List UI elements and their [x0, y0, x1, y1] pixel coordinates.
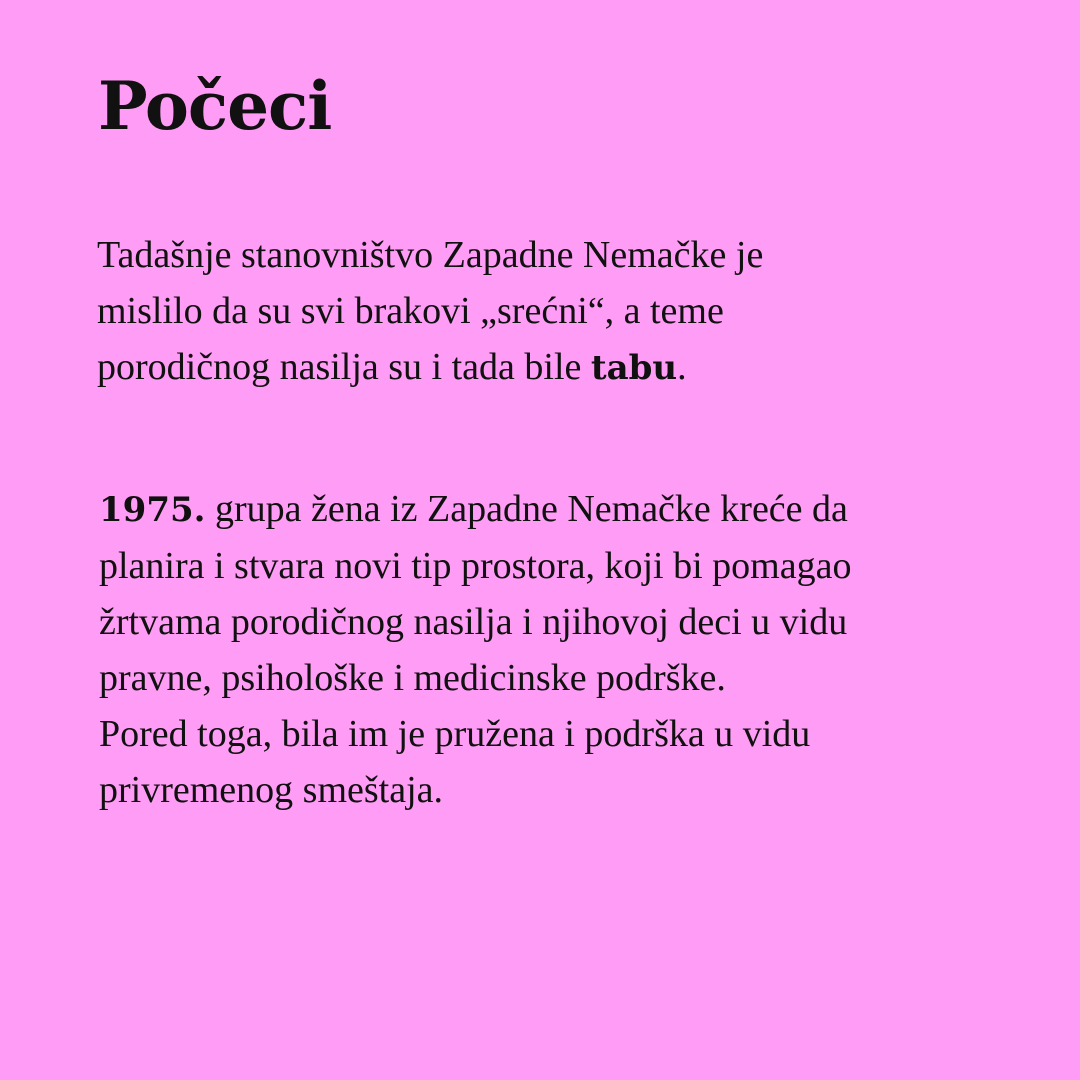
history-paragraph [99, 481, 851, 818]
slide-title: Počeci [98, 67, 332, 145]
year-emphasis: 1975. [99, 490, 206, 530]
history-line-6: privremenog smeštaja. [99, 769, 444, 811]
history-line-2: planira i stvara novi tip prostora, koji bi pomagao [99, 545, 852, 587]
history-line-1-rest: grupa žena iz Zapadne Nemačke kreće da [205, 488, 848, 530]
intro-line-3-end: . [677, 346, 687, 388]
intro-line-3 [97, 339, 763, 396]
taboo-emphasis: tabu [590, 348, 678, 388]
intro-paragraph [97, 227, 763, 396]
history-line-5: Pored toga, bila im je pružena i podrška u vidu [99, 713, 811, 755]
intro-line-3-start: porodičnog nasilja su i tada bile [97, 346, 591, 388]
intro-line-2: mislilo da su svi brakovi „srećni“, a teme [97, 290, 724, 332]
history-line-3: žrtvama porodičnog nasilja i njihovoj deci u vidu [99, 601, 848, 643]
intro-line-1: Tadašnje stanovništvo Zapadne Nemačke je [97, 234, 764, 276]
history-line-4: pravne, psihološke i medicinske podrške. [99, 657, 726, 699]
history-line-1 [99, 481, 851, 538]
